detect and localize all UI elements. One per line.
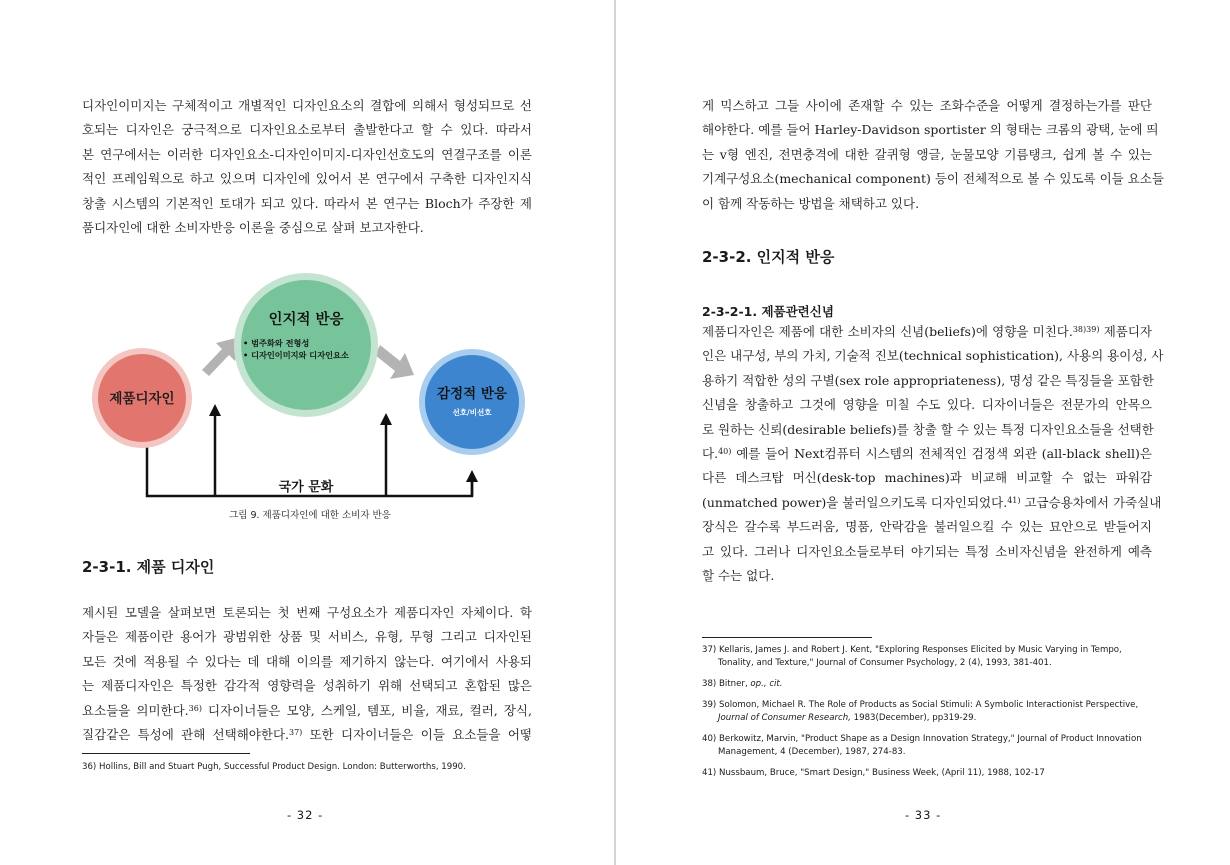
footnote-line: 1983(December), pp319-29. — [850, 713, 977, 723]
arrow-cognitive-to-emotional — [375, 345, 414, 379]
text-line: 제시된 모델을 살펴보면 토론되는 첫 번째 구성요소가 제품디자인 자체이다. 학 — [82, 605, 532, 620]
text-line: 호되는 디자인은 궁극적으로 디자인요소로부터 출발한다고 할 수 있다. 따라서 — [82, 122, 532, 138]
page-number: - 32 - — [287, 808, 324, 822]
section-heading-2-3-2: 2-3-2. 인지적 반응 — [702, 248, 835, 266]
footnote-40 — [702, 733, 1162, 759]
text-line — [82, 723, 532, 747]
footnote-41: 41) Nussbaum, Bruce, "Smart Design," Business Week, (April 11), 1988, 102-17 — [702, 768, 1045, 778]
text-segment: 제품디자 — [1099, 324, 1152, 339]
culture-arrowhead-3 — [466, 470, 478, 482]
text-line: 용하기 적합한 성의 구별(sex role appropriateness), 명성 같은 특징들을 포함한 — [702, 372, 1154, 388]
text-line: 게 믹스하고 그들 사이에 존재할 수 있는 조화수준을 어떻게 결정하는가를 판단 — [702, 98, 1152, 113]
footnote-38 — [702, 678, 1162, 691]
product-beliefs-paragraph — [702, 320, 1164, 588]
text-line: 인은 내구성, 부의 가치, 기술적 진보(technical sophistication), 사용의 용이성, 사 — [702, 348, 1164, 364]
text-segment: 디자이너들은 모양, 스케일, 템포, 비율, 재료, 컬러, 장식, — [201, 702, 532, 718]
product-design-paragraph — [82, 601, 532, 747]
footnote-italic: Journal of Consumer Research, — [718, 713, 851, 723]
text-line — [702, 320, 1152, 344]
footnote-rule — [702, 637, 872, 638]
footnote-ref-38-39: 38)39) — [1072, 325, 1100, 334]
text-line — [702, 491, 1162, 515]
text-line: 로 원하는 신뢰(desirable beliefs)를 창출 할 수 있는 특정 디자인요소들을 선택한 — [702, 421, 1154, 437]
left-page — [0, 0, 614, 865]
footnote-ref-40: 40) — [718, 447, 732, 457]
figure-caption: 그림 9. 제품디자인에 대한 소비자 반응 — [229, 510, 391, 521]
text-segment: 질감같은 특성에 관해 선택해야한다. — [82, 727, 289, 743]
emotional-response-title: 감정적 반응 — [437, 386, 507, 402]
consumer-response-diagram — [80, 265, 540, 525]
text-line: 본 연구에서는 이러한 디자인요소-디자인이미지-디자인선호도의 연결구조를 이론 — [82, 146, 532, 162]
section-heading-2-3-1: 2-3-1. 제품 디자인 — [82, 558, 215, 576]
continued-paragraph — [702, 94, 1164, 216]
footnote-line: 40) Berkowitz, Marvin, "Product Shape as a Design Innovation Strategy," Journal of Product Innovation — [702, 734, 1142, 744]
cognitive-bullet-2: • 디자인이미지와 디자인요소 — [243, 350, 349, 360]
text-line: 할 수는 없다. — [702, 568, 775, 584]
text-line: 장식은 갈수록 부드러움, 명품, 안락감을 불러일으킬 수 있는 묘안으로 받들어지 — [702, 519, 1152, 535]
emotional-response-circle — [425, 355, 519, 449]
page-number: - 33 - — [905, 808, 942, 822]
text-segment: 제품디자인은 제품에 대한 소비자의 신념(beliefs)에 영향을 미친다. — [702, 324, 1073, 339]
footnote-line: 38) Bitner, — [702, 679, 751, 689]
text-line: 모든 것에 적용될 수 있다는 데 대해 이의를 제기하지 않는다. 여기에서 사용되 — [82, 653, 532, 669]
footnote-ref-37: 37) — [289, 728, 303, 738]
footnote-line — [702, 712, 1162, 725]
text-line: 해야한다. 예를 들어 Harley-Davidson sportister 의 형태는 크롬의 광택, 눈에 띄 — [702, 122, 1159, 138]
text-line: 다른 데스크탑 머신(desk-top machines)과 비교해 비교할 수 없는 파워감 — [702, 470, 1152, 486]
culture-arrowhead-1 — [209, 404, 221, 416]
text-line — [702, 442, 1152, 466]
text-line: 고 있다. 그러나 디자인요소들로부터 야기되는 특정 소비자신념을 완전하게 예측 — [702, 543, 1152, 559]
text-line: 품디자인에 대한 소비자반응 이론을 중심으로 살펴 보고자한다. — [82, 220, 424, 236]
intro-paragraph — [82, 94, 532, 240]
footnote-italic: op., cit. — [750, 679, 783, 689]
footnote-37 — [702, 644, 1162, 670]
text-segment: 또한 디자이너들은 이들 요소들을 어떻 — [302, 727, 532, 743]
footnotes-right — [702, 644, 1162, 780]
text-line: 디자인이미지는 구체적이고 개별적인 디자인요소의 결합에 의해서 형성되므로 선 — [82, 98, 532, 113]
footnote-rule — [82, 753, 250, 754]
culture-label: 국가 문화 — [278, 480, 334, 495]
footnote-ref-36: 36) — [188, 703, 202, 713]
text-line: 신념을 창출하고 그것에 영향을 미칠 수도 있다. 디자이너들은 전문가의 안목으 — [702, 397, 1152, 413]
culture-arrowhead-2 — [380, 413, 392, 425]
emotional-response-sub: 선호/비선호 — [452, 408, 492, 417]
text-segment: 다. — [702, 446, 719, 462]
text-line — [82, 699, 532, 723]
footnote-line: 37) Kellaris, James J. and Robert J. Kent, "Exploring Responses Elicited by Music Varying in Tempo, — [702, 645, 1122, 655]
text-segment: 고급승용차에서 가죽실내 — [1020, 494, 1162, 510]
text-line: 기계구성요소(mechanical component) 등이 전체적으로 볼 수 있도록 이들 요소들 — [702, 171, 1164, 187]
footnote-ref-41: 41) — [1007, 495, 1021, 505]
text-segment: (unmatched power)을 불러일으키도록 디자인되었다. — [702, 494, 1008, 510]
cognitive-bullet-1: • 범주화와 전형성 — [243, 338, 310, 348]
text-segment: 요소들을 의미한다. — [82, 702, 189, 718]
text-segment: 예를 들어 Next컴퓨터 시스템의 전체적인 검정색 외관 (all-black shell)은 — [731, 446, 1152, 462]
product-design-label: 제품디자인 — [109, 391, 175, 407]
text-line: 적인 프레임웍으로 하고 있으며 디자인에 있어서 본 연구에서 구축한 디자인지식 — [82, 171, 532, 187]
footnote-line: Management, 4 (December), 1987, 274-83. — [718, 747, 906, 757]
text-line: 는 제품디자인은 특정한 감각적 영향력을 성취하기 위해 선택되고 혼합된 많은 — [82, 678, 532, 694]
footnote-line: Tonality, and Texture," Journal of Consumer Psychology, 2 (4), 1993, 381-401. — [718, 658, 1052, 668]
footnote-36: 36) Hollins, Bill and Stuart Pugh, Successful Product Design. London: Butterworths, 1990. — [82, 762, 466, 772]
text-line: 는 v형 엔진, 전면충격에 대한 갈퀴형 앵글, 눈물모양 기름탱크, 쉽게 볼 수 있는 — [702, 146, 1152, 162]
subsection-heading-2-3-2-1: 2-3-2-1. 제품관련신념 — [702, 304, 834, 319]
text-line: 이 함께 작동하는 방법을 채택하고 있다. — [702, 195, 920, 211]
footnote-line: 39) Solomon, Michael R. The Role of Products as Social Stimuli: A Symbolic Interactionist Perspective, — [702, 700, 1139, 710]
footnote-39 — [702, 699, 1162, 725]
text-line: 자들은 제품이란 용어가 광범위한 상품 및 서비스, 유형, 무형 그리고 디자인된 — [82, 629, 532, 645]
right-page — [616, 0, 1230, 865]
text-line: 창출 시스템의 기본적인 토대가 되고 있다. 따라서 본 연구는 Bloch가 주장한 제 — [82, 195, 532, 211]
cognitive-response-title: 인지적 반응 — [268, 312, 344, 328]
